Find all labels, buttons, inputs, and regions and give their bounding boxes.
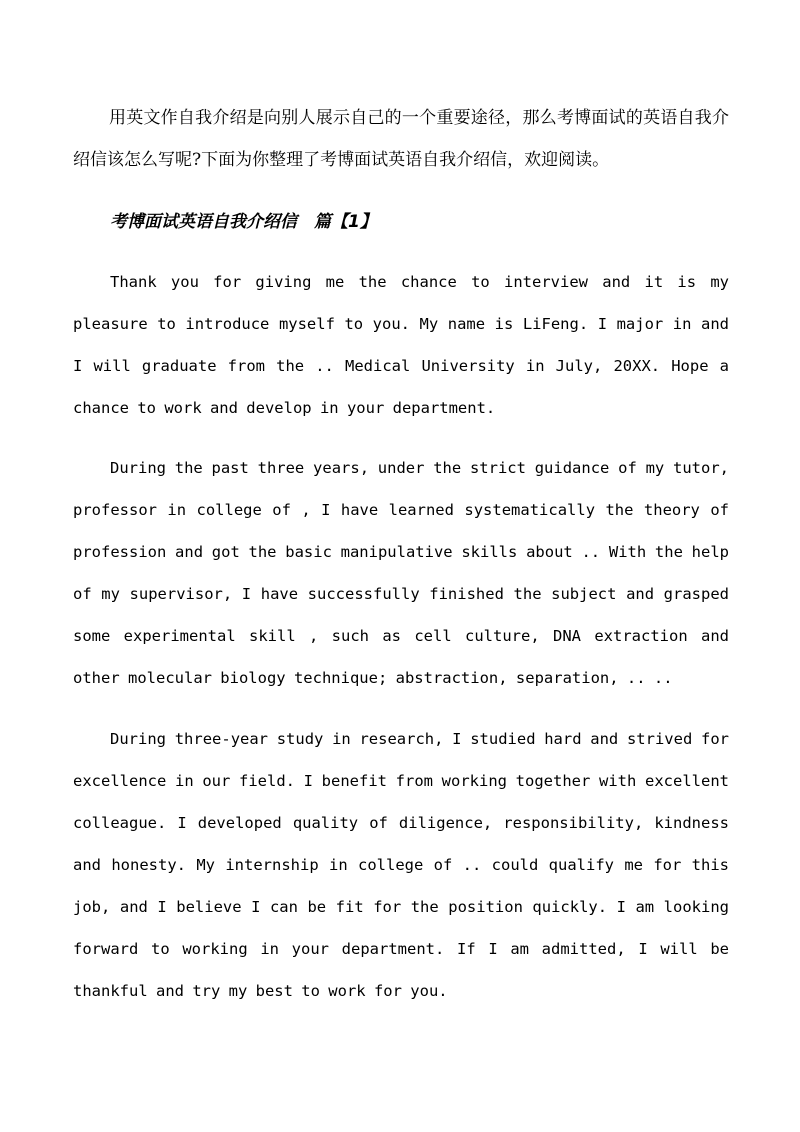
body-paragraph-3: During three-year study in research, I studied hard and strived for excellence in our field. I benefit from working together with excellent colleague. I developed quality of diligence, responsibility, kindness and honesty. My internship in college of .. could qualify me for this job, and I believe I can be fit for the position quickly. I am looking forward to working in your department. If I am admitted, I will be thankful and try my best to work for you. bbox=[73, 730, 729, 1000]
body-paragraph-1: Thank you for giving me the chance to interview and it is my pleasure to introduce myself to you. My name is LiFeng. I major in and I will graduate from the .. Medical University in July, 20XX. Hope a chance to work and develop in your department. bbox=[73, 273, 729, 417]
body-paragraph-2: During the past three years, under the strict guidance of my tutor, professor in college of , I have learned systematically the theory of profession and got the basic manipulative skills about .. With the help of my supervisor, I have successfully finished the subject and grasped some experimental skill , such as cell culture, DNA extraction and other molecular biology technique; abstraction, separation, .. .. bbox=[73, 459, 729, 687]
intro-paragraph: 用英文作自我介绍是向别人展示自己的一个重要途径，那么考博面试的英语自我介绍信该怎么写呢?下面为你整理了考博面试英语自我介绍信，欢迎阅读。 bbox=[73, 108, 729, 170]
section-heading: 考博面试英语自我介绍信 篇【1】 bbox=[110, 212, 377, 232]
